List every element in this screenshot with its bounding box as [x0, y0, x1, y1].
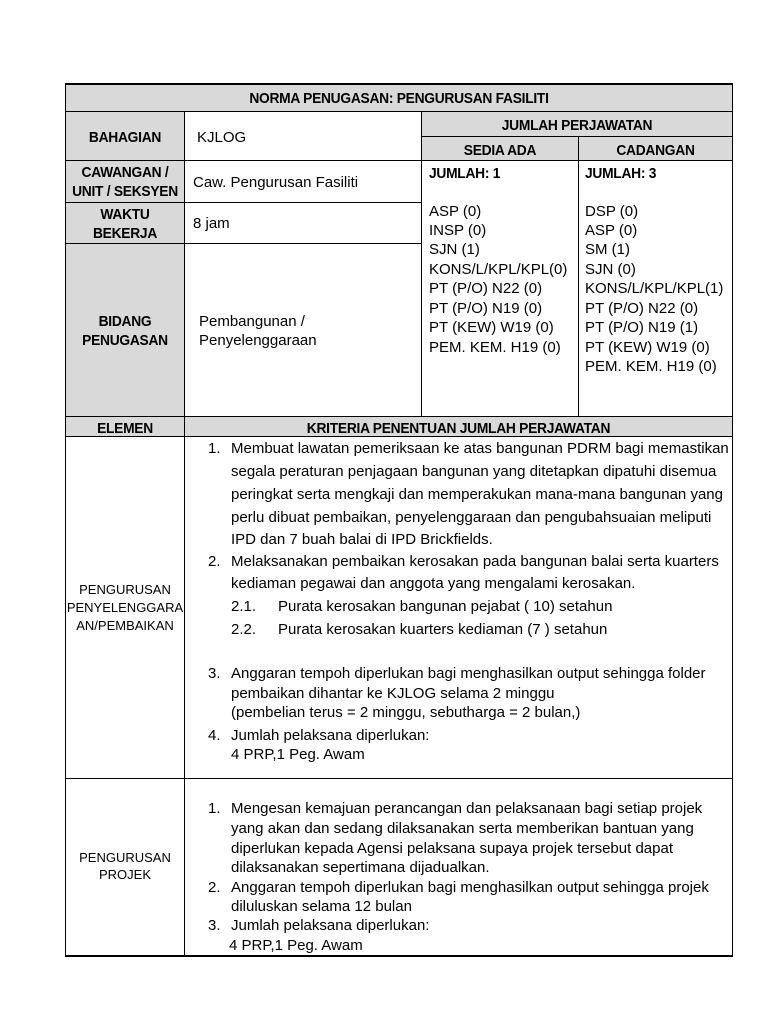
cadangan-total: JUMLAH: 3 [585, 165, 657, 182]
sub-number: 2.2. [231, 621, 257, 638]
criteria-text: yang akan dan sedang dilaksanakan serta memberikan bantuan yang [231, 820, 694, 837]
label-bidang-line1: BIDANG [98, 313, 152, 330]
cadangan-item: PEM. KEM. H19 (0) [585, 358, 717, 375]
label-waktu-line2: BEKERJA [92, 225, 158, 242]
sub-number: 2.1. [231, 598, 257, 615]
label-bahagian: BAHAGIAN [88, 129, 162, 146]
line-elemen1-bottom [65, 778, 733, 779]
criteria-number: 3. [208, 917, 221, 934]
criteria-text: segala peraturan penjagaan bangunan yang ditetapkan dipatuhi disemua [231, 463, 717, 480]
cadangan-item: PT (P/O) N19 (1) [585, 319, 699, 336]
line-title-bottom [65, 111, 733, 112]
sedia-ada-item: SJN (1) [429, 241, 480, 258]
criteria-text: peringkat serta mengkaji dan memperakukan mana-mana bangunan yang [231, 486, 723, 503]
criteria-text: Membuat lawatan pemeriksaan ke atas bangunan PDRM bagi memastikan [231, 440, 729, 457]
criteria-text: diluluskan selama 12 bulan [231, 898, 412, 915]
criteria-text: perlu dibuat pembaikan, penyelenggaraan dan pengubahsuaian meliputi [231, 509, 712, 526]
line-col1 [184, 111, 185, 957]
line-bahagian-bottom [65, 160, 733, 161]
value-bahagian: KJLOG [197, 129, 247, 146]
criteria-text: 4 PRP,1 Peg. Awam [229, 937, 363, 954]
border-left [65, 83, 66, 957]
sub-text: Purata kerosakan kuarters kediaman (7 ) setahun [278, 621, 608, 638]
elemen1-label-line3: AN/PEMBAIKAN [76, 618, 174, 633]
criteria-text: pembaikan dihantar ke KJLOG selama 2 minggu [231, 685, 555, 702]
criteria-number: 3. [208, 665, 221, 682]
label-bidang-line2: PENUGASAN [82, 332, 168, 349]
criteria-text: (pembelian terus = 2 minggu, sebutharga = 2 bulan,) [231, 704, 581, 721]
criteria-text: Anggaran tempoh diperlukan bagi menghasilkan output sehingga projek [231, 879, 709, 896]
criteria-text: Anggaran tempoh diperlukan bagi menghasilkan output sehingga folder [231, 665, 706, 682]
cadangan-item: SM (1) [585, 241, 630, 258]
value-waktu: 8 jam [193, 215, 230, 232]
line-waktu-bottom [65, 243, 422, 244]
sedia-ada-item: PEM. KEM. H19 (0) [429, 339, 561, 356]
line-bidang-bottom [65, 416, 733, 417]
line-col3 [578, 136, 579, 417]
cadangan-item: ASP (0) [585, 222, 638, 239]
line-col2 [421, 111, 422, 417]
cadangan-header: CADANGAN [616, 142, 695, 159]
sedia-ada-item: PT (P/O) N22 (0) [429, 280, 543, 297]
border-bottom [65, 955, 733, 957]
criteria-text: 4 PRP,1 Peg. Awam [231, 746, 365, 763]
sedia-ada-header: SEDIA ADA [463, 142, 537, 159]
cadangan-item: SJN (0) [585, 261, 636, 278]
elemen1-label-line2: PENYELENGGARA [66, 600, 184, 615]
criteria-text: IPD dan 7 buah balai di IPD Brickfields. [231, 531, 493, 548]
elemen1-label-line1: PENGURUSAN [79, 582, 171, 597]
label-kriteria: KRITERIA PENENTUAN JUMLAH PERJAWATAN [306, 420, 611, 437]
sedia-ada-item: INSP (0) [429, 222, 487, 239]
label-waktu-line1: WAKTU [100, 206, 150, 223]
criteria-number: 2. [208, 879, 221, 896]
label-cawangan-line1: CAWANGAN / [81, 164, 169, 181]
criteria-number: 2. [208, 553, 221, 570]
border-top [65, 83, 733, 85]
criteria-number: 4. [208, 727, 221, 744]
criteria-number: 1. [208, 440, 221, 457]
criteria-text: diperlukan kepada Agensi pelaksana supaya projek tersebut dapat [231, 840, 673, 857]
cadangan-item: KONS/L/KPL/KPL(1) [585, 280, 724, 297]
label-elemen: ELEMEN [97, 420, 153, 437]
criteria-text: dilaksanakan sepertimana dijadualkan. [231, 859, 490, 876]
value-cawangan: Caw. Pengurusan Fasiliti [193, 174, 359, 191]
sedia-ada-item: PT (P/O) N19 (0) [429, 300, 543, 317]
jumlah-perjawatan-header: JUMLAH PERJAWATAN [501, 117, 653, 134]
border-right [732, 83, 733, 957]
cadangan-item: DSP (0) [585, 203, 639, 220]
sedia-ada-item: PT (KEW) W19 (0) [429, 319, 554, 336]
sub-text: Purata kerosakan bangunan pejabat ( 10) setahun [278, 598, 613, 615]
sedia-ada-item: ASP (0) [429, 203, 482, 220]
cadangan-item: PT (KEW) W19 (0) [585, 339, 710, 356]
label-cawangan-line2: UNIT / SEKSYEN [72, 183, 178, 200]
cadangan-item: PT (P/O) N22 (0) [585, 300, 699, 317]
criteria-text: Jumlah pelaksana diperlukan: [231, 727, 430, 744]
criteria-text: Jumlah pelaksana diperlukan: [231, 917, 430, 934]
elemen2-label-line1: PENGURUSAN [79, 850, 171, 865]
page-title: NORMA PENUGASAN: PENGURUSAN FASILITI [249, 90, 549, 107]
criteria-text: Mengesan kemajuan perancangan dan pelaksanaan bagi setiap projek [231, 800, 703, 817]
line-cawangan-bottom [65, 202, 422, 203]
value-bidang-line2: Penyelenggaraan [199, 332, 317, 349]
criteria-text: Melaksanakan pembaikan kerosakan pada bangunan balai serta kuarters [231, 553, 719, 570]
criteria-number: 1. [208, 800, 221, 817]
value-bidang-line1: Pembangunan / [199, 313, 305, 330]
sedia-ada-item: KONS/L/KPL/KPL(0) [429, 261, 568, 278]
sedia-ada-total: JUMLAH: 1 [429, 165, 501, 182]
elemen2-label-line2: PROJEK [98, 867, 151, 882]
criteria-text: kediaman pegawai dan anggota yang mengalami kerosakan. [231, 575, 636, 592]
